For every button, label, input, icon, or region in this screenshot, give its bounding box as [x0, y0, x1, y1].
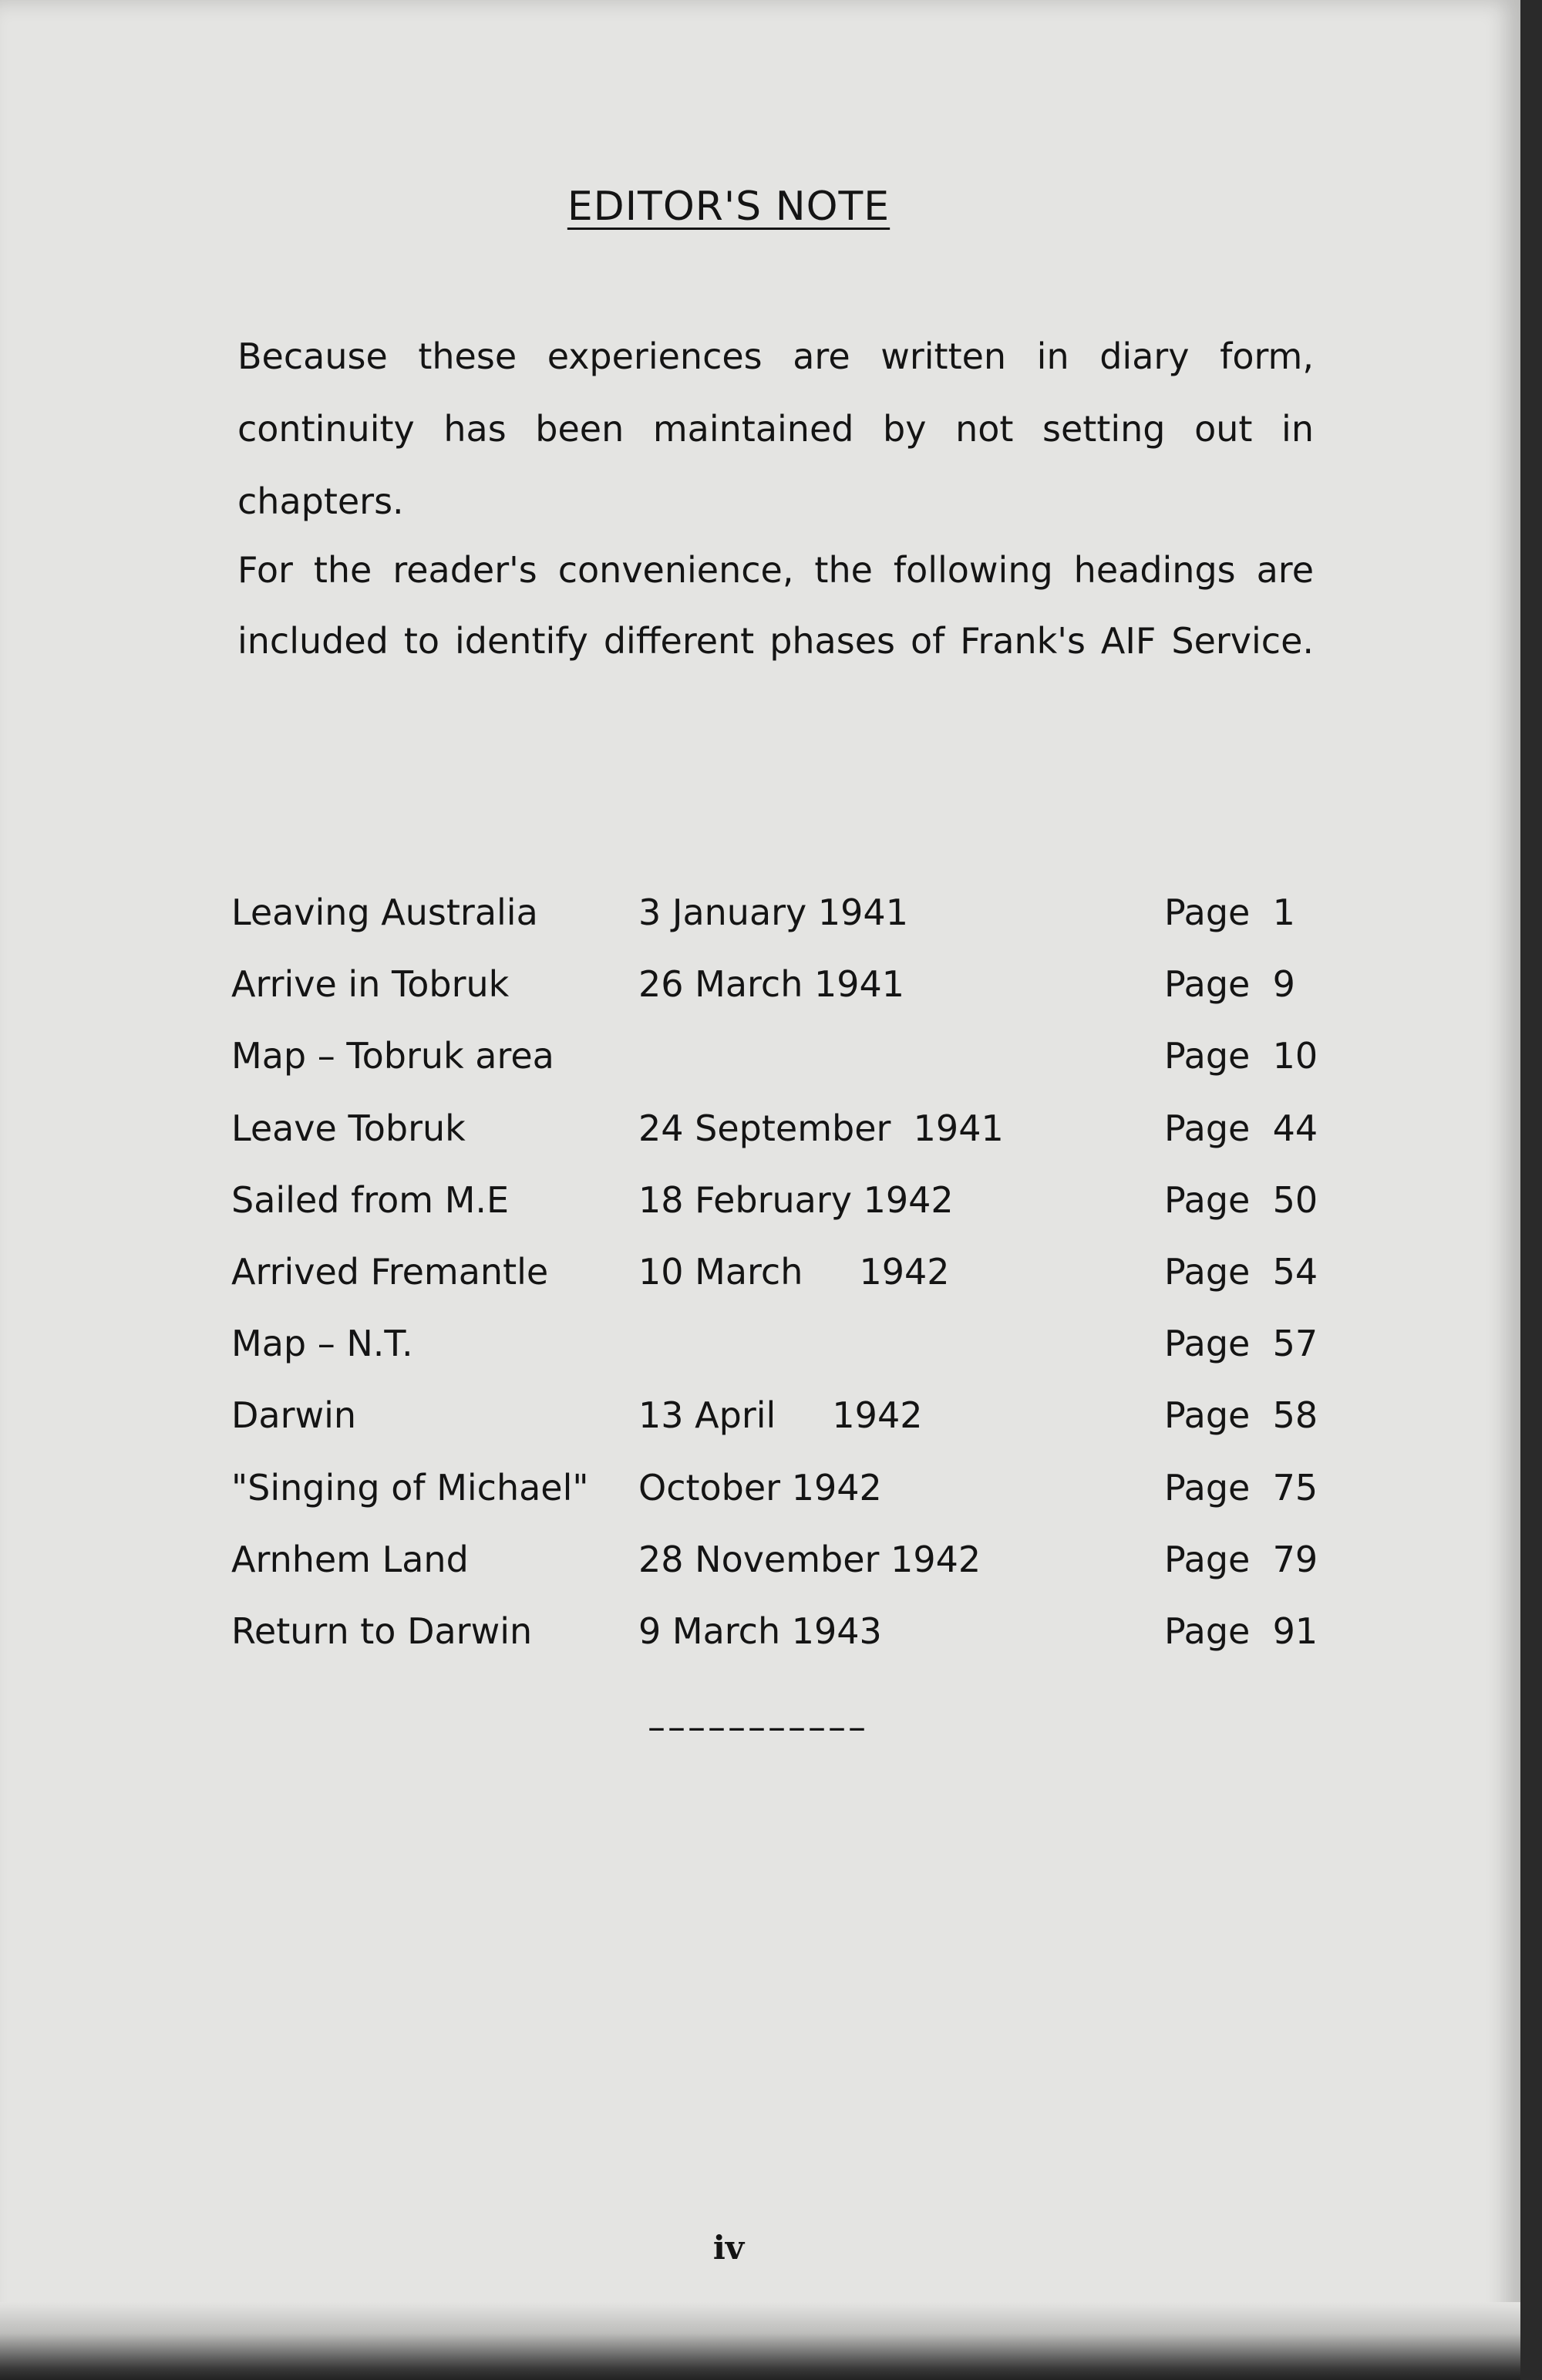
contents-row [231, 1323, 1326, 1394]
contents-date: 3 January 1941 [638, 892, 908, 933]
contents-date: 18 February 1942 [638, 1178, 954, 1221]
contents-date: 10 March 1942 [638, 1250, 950, 1293]
contents-page: Page 54 [1164, 1250, 1318, 1293]
contents-page: Page 57 [1164, 1323, 1318, 1365]
contents-title: Leave Tobruk [231, 1107, 466, 1149]
contents-title: Map – N.T. [231, 1323, 413, 1365]
contents-row [231, 963, 1326, 1035]
page-bottom-shadow [0, 2302, 1520, 2380]
contents-date: 28 November 1942 [638, 1538, 981, 1580]
intro-line-2: continuity has been maintained by not setting out in chapters. [237, 408, 1314, 522]
contents-page: Page 9 [1164, 963, 1295, 1006]
contents-page: Page 1 [1164, 892, 1295, 933]
convenience-line-2: included to identify different phases of Frank's AIF Service. [237, 620, 1314, 662]
contents-page: Page 75 [1164, 1466, 1318, 1509]
contents-title: Return to Darwin [231, 1610, 533, 1652]
contents-page: Page 50 [1164, 1178, 1318, 1221]
contents-title: Sailed from M.E [231, 1178, 510, 1221]
contents-row [231, 1035, 1326, 1107]
contents-row [231, 1539, 1326, 1610]
contents-title: Darwin [231, 1394, 357, 1437]
contents-row [231, 1467, 1326, 1539]
contents-page: Page 91 [1164, 1610, 1318, 1652]
contents-page: Page 58 [1164, 1394, 1318, 1437]
page-title: EDITOR'S NOTE [567, 184, 891, 230]
contents-row [231, 1610, 1326, 1682]
convenience-paragraph [237, 534, 1314, 676]
contents-list [231, 892, 1326, 1682]
contents-title: Map – Tobruk area [231, 1035, 554, 1077]
contents-page: Page 10 [1164, 1035, 1318, 1077]
contents-title: "Singing of Michael" [231, 1466, 589, 1509]
convenience-line-1: For the reader's convenience, the following headings are [237, 549, 1314, 591]
contents-date: 9 March 1943 [638, 1610, 882, 1652]
contents-date: 26 March 1941 [638, 963, 905, 1006]
contents-row [231, 1179, 1326, 1251]
contents-page: Page 79 [1164, 1538, 1318, 1580]
contents-row [231, 892, 1326, 963]
intro-line-1: Because these experiences are written in diary form, [237, 335, 1314, 377]
contents-row [231, 1394, 1326, 1466]
contents-page: Page 44 [1164, 1107, 1318, 1149]
contents-title: Arnhem Land [231, 1538, 469, 1580]
contents-date: 24 September 1941 [638, 1107, 1004, 1149]
contents-title: Leaving Australia [231, 892, 538, 933]
contents-title: Arrived Fremantle [231, 1250, 549, 1293]
page-number: iv [712, 2229, 745, 2267]
intro-paragraph [237, 320, 1314, 538]
contents-date: October 1942 [638, 1466, 882, 1509]
contents-title: Arrive in Tobruk [231, 963, 510, 1006]
contents-row [231, 1107, 1326, 1179]
contents-row [231, 1251, 1326, 1323]
contents-date: 13 April 1942 [638, 1394, 923, 1437]
separator-dashes: ––––––––––– [648, 1706, 868, 1748]
